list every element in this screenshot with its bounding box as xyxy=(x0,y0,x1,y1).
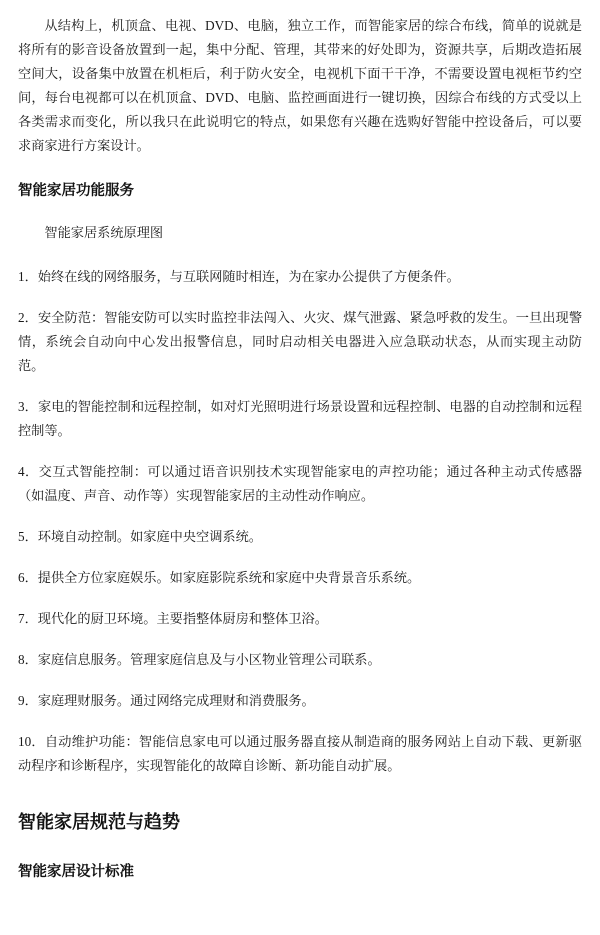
standards-section-heading: 智能家居规范与趋势 xyxy=(18,812,180,833)
list-item-number: 10． xyxy=(18,734,45,750)
list-item-text: 家电的智能控制和远程控制，如对灯光照明进行场景设置和远程控制、电器的自动控制和远程控制等。 xyxy=(18,399,582,439)
list-item-number: 8． xyxy=(18,652,38,668)
list-item xyxy=(18,306,582,378)
list-item-text: 安全防范：智能安防可以实时监控非法闯入、火灾、煤气泄露、紧急呼救的发生。一旦出现警情，系统会自动向中心发出报警信息，同时启动相关电器进入应急联动状态，从而实现主动防范。 xyxy=(18,310,582,374)
list-item xyxy=(18,607,582,631)
list-item-text: 始终在线的网络服务，与互联网随时相连，为在家办公提供了方便条件。 xyxy=(37,269,460,285)
functions-section-heading: 智能家居功能服务 xyxy=(18,183,134,200)
list-item-text: 环境自动控制。如家庭中央空调系统。 xyxy=(37,529,262,545)
list-item-text: 家庭理财服务。通过网络完成理财和消费服务。 xyxy=(37,693,315,709)
list-item-number: 5． xyxy=(18,529,38,545)
list-item-number: 2． xyxy=(18,310,38,326)
list-item xyxy=(18,395,582,443)
list-item-text: 提供全方位家庭娱乐。如家庭影院系统和家庭中央背景音乐系统。 xyxy=(37,570,421,586)
standards-subsection-heading: 智能家居设计标准 xyxy=(18,864,134,881)
list-item-number: 7． xyxy=(18,611,38,627)
list-item-text: 自动维护功能：智能信息家电可以通过服务器直接从制造商的服务网站上自动下载、更新驱动程序和诊断程序，实现智能化的故障自诊断、新功能自动扩展。 xyxy=(18,734,583,774)
list-item xyxy=(18,689,582,713)
list-item-number: 9． xyxy=(18,693,38,709)
list-item xyxy=(18,730,582,778)
list-item xyxy=(18,648,582,672)
list-item xyxy=(18,566,582,590)
functions-list xyxy=(18,265,582,778)
list-item-text: 交互式智能控制：可以通过语音识别技术实现智能家电的声控功能；通过各种主动式传感器（如温度、声音、动作等）实现智能家居的主动性动作响应。 xyxy=(18,464,583,504)
list-item xyxy=(18,525,582,549)
list-item-number: 1． xyxy=(18,269,38,285)
list-item-number: 3． xyxy=(18,399,38,415)
list-item-text: 现代化的厨卫环境。主要指整体厨房和整体卫浴。 xyxy=(37,611,328,627)
list-item xyxy=(18,460,582,508)
intro-paragraph: 从结构上，机顶盒、电视、DVD、电脑，独立工作，而智能家居的综合布线，简单的说就是将所有的影音设备放置到一起，集中分配、管理，其带来的好处即为，资源共享，后期改造拓展空间大，设备集中放置在机柜后，利于防火安全，电视机下面干干净，不需要设置电视柜节约空间，每台电视都可以在机顶盒、DVD、电脑、监控画面进行一键切换，因综合布线的方式受以上各类需求而变化，所以我只在此说明它的特点，如果您有兴趣在选购好智能中控设备后，可以要求商家进行方案设计。 xyxy=(18,18,582,154)
figure-caption: 智能家居系统原理图 xyxy=(44,225,164,241)
list-item xyxy=(18,265,582,289)
list-item-number: 6． xyxy=(18,570,38,586)
list-item-text: 家庭信息服务。管理家庭信息及与小区物业管理公司联系。 xyxy=(37,652,381,668)
list-item-number: 4． xyxy=(18,464,39,480)
